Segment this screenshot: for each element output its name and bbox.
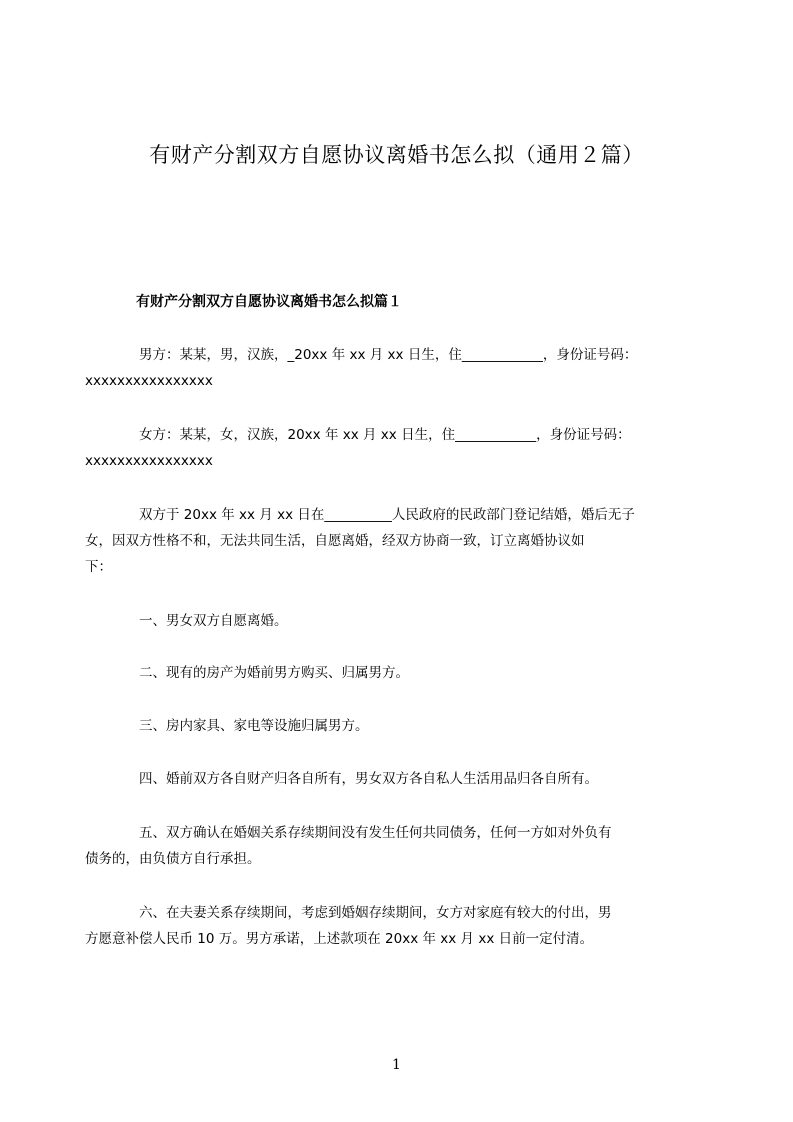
clause-4 bbox=[112, 766, 692, 792]
paragraph-marriage-registration bbox=[85, 502, 692, 580]
paragraph-line: 一、男女双方自愿离婚。 bbox=[139, 613, 288, 629]
paragraph-male-party bbox=[85, 342, 692, 394]
clause-6 bbox=[85, 900, 692, 952]
section-heading: 有财产分割双方自愿协议离婚书怎么拟篇１ bbox=[136, 294, 402, 310]
paragraph-female-party bbox=[85, 422, 692, 474]
paragraph-line: 女方：某某，女，汉族，20xx 年 xx 月 xx 日生，住____________，身份证号码： bbox=[139, 427, 631, 443]
paragraph-line: 方愿意补偿人民币 10 万。男方承诺，上述款项在 20xx 年 xx 月 xx 日前一定付清。 bbox=[85, 931, 594, 947]
paragraph-line: 双方于 20xx 年 xx 月 xx 日在__________人民政府的民政部门登记结婚，婚后无子 bbox=[139, 507, 635, 523]
paragraph-line: 六、在夫妻关系存续期间，考虑到婚姻存续期间，女方对家庭有较大的付出，男 bbox=[139, 905, 612, 921]
document-title: 有财产分割双方自愿协议离婚书怎么拟（通用２篇） bbox=[149, 143, 644, 167]
clause-3 bbox=[112, 713, 692, 739]
paragraph-line: 男方：某某，男，汉族，_20xx 年 xx 月 xx 日生，住____________，身份证号码： bbox=[139, 347, 638, 363]
paragraph-line: 二、现有的房产为婚前男方购买、归属男方。 bbox=[139, 665, 409, 681]
paragraph-line: 三、房内家具、家电等设施归属男方。 bbox=[139, 718, 369, 734]
paragraph-line: 四、婚前双方各自财产归各自所有，男女双方各自私人生活用品归各自所有。 bbox=[139, 771, 598, 787]
paragraph-line: 下： bbox=[85, 559, 112, 575]
paragraph-line: 五、双方确认在婚姻关系存续期间没有发生任何共同债务，任何一方如对外负有 bbox=[139, 825, 612, 841]
page-number: 1 bbox=[392, 1057, 401, 1073]
paragraph-line: 女，因双方性格不和，无法共同生活，自愿离婚，经双方协商一致，订立离婚协议如 bbox=[85, 533, 585, 549]
clause-1 bbox=[112, 608, 692, 634]
clause-2 bbox=[112, 660, 692, 686]
clause-5 bbox=[85, 820, 692, 872]
paragraph-line: 债务的，由负债方自行承担。 bbox=[85, 851, 261, 867]
paragraph-line: xxxxxxxxxxxxxxxx bbox=[85, 453, 213, 469]
paragraph-line: xxxxxxxxxxxxxxxx bbox=[85, 373, 213, 389]
